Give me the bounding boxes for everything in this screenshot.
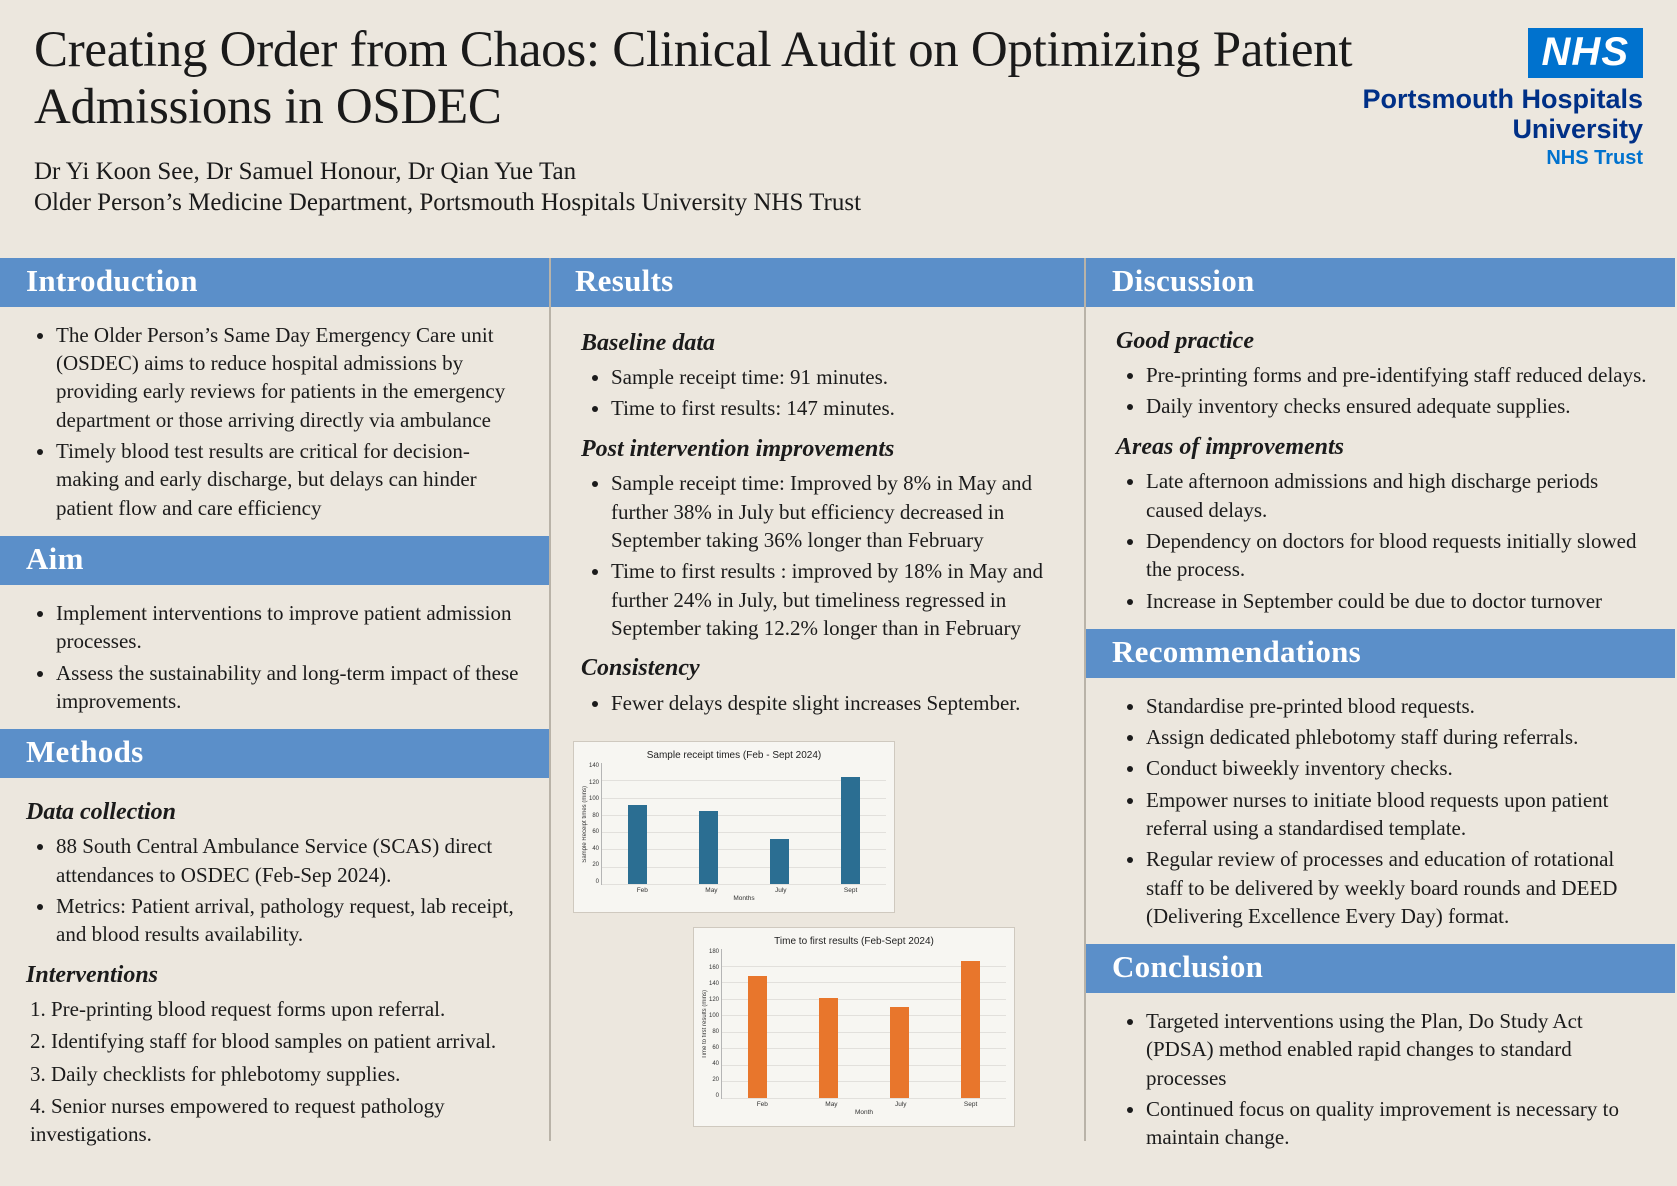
subheading-areas-of-improvements: Areas of improvements <box>1116 433 1344 460</box>
author-list: Dr Yi Koon See, Dr Samuel Honour, Dr Qian Yue Tan <box>34 158 577 186</box>
list-item: • Continued focus on quality improvement is necessary to maintain change. <box>1146 1095 1651 1152</box>
chart-bar <box>628 805 647 884</box>
list-item: • Increase in September could be due to doctor turnover <box>1146 587 1651 615</box>
affiliation: Older Person’s Medicine Department, Portsmouth Hospitals University NHS Trust <box>34 189 862 217</box>
list-item: Identifying staff for blood samples on patient arrival. <box>51 1029 497 1054</box>
list-item: • Dependency on doctors for blood requests initially slowed the process. <box>1146 527 1651 584</box>
methods-data-collection-list <box>26 832 523 948</box>
list-item: • The Older Person’s Same Day Emergency Care unit (OSDEC) aims to reduce hospital admissions by providing early reviews for patients in the emergency department or those arriving directly via ambulance <box>56 321 523 434</box>
section-heading-methods: Methods <box>0 729 549 778</box>
chart-bar <box>819 998 838 1098</box>
chart-bars <box>601 763 886 885</box>
list-item: • Metrics: Patient arrival, pathology request, lab receipt, and blood results availability. <box>56 892 523 949</box>
chart-x-axis-label: Months <box>733 894 755 902</box>
section-conclusion <box>1086 993 1675 1166</box>
y-tick: 100 <box>709 1012 720 1019</box>
y-tick: 140 <box>709 980 720 987</box>
y-tick: 80 <box>592 812 600 819</box>
introduction-list <box>26 321 523 522</box>
chart-y-axis-label: Sample Receipt times (mins) <box>582 785 588 863</box>
column-right <box>1086 258 1675 1166</box>
section-heading-introduction: Introduction <box>0 258 549 307</box>
column-middle <box>549 258 1086 1141</box>
list-item: • Assign dedicated phlebotomy staff during referrals. <box>1146 723 1651 751</box>
list-item: • 88 South Central Ambulance Service (SCAS) direct attendances to OSDEC (Feb-Sep 2024). <box>56 832 523 889</box>
chart-x-labels <box>582 887 886 894</box>
chart-bar <box>699 811 718 884</box>
list-item: • Assess the sustainability and long-term impact of these improvements. <box>56 659 523 716</box>
chart-y-axis-label: Time to first results (mins) <box>702 989 708 1059</box>
list-item: • Empower nurses to initiate blood requests upon patient referral using a standardised template. <box>1146 786 1651 843</box>
poster-header <box>0 0 1677 258</box>
poster-columns <box>0 258 1677 1186</box>
subheading-baseline-data: Baseline data <box>581 329 716 356</box>
recommendations-list <box>1116 692 1651 931</box>
nhs-logo <box>1313 28 1643 170</box>
list-item: Pre-printing blood request forms upon referral. <box>51 997 446 1022</box>
y-tick: 180 <box>709 948 720 955</box>
subheading-good-practice: Good practice <box>1116 327 1254 354</box>
chart-x-axis-label: Month <box>854 1108 874 1116</box>
list-item: • Standardise pre-printed blood requests. <box>1146 692 1651 720</box>
chart-gridline <box>602 884 886 885</box>
section-discussion <box>1086 307 1675 629</box>
y-tick: 20 <box>592 862 600 869</box>
chart-time-to-first-results <box>693 927 1015 1127</box>
list-item: • Time to first results: 147 minutes. <box>611 394 1062 422</box>
aim-list <box>26 599 523 715</box>
x-tick: May <box>825 1100 838 1108</box>
results-post-list <box>581 469 1062 642</box>
subheading-interventions: Interventions <box>26 961 159 988</box>
list-item: • Daily inventory checks ensured adequate supplies. <box>1146 392 1651 420</box>
results-baseline-list <box>581 363 1062 423</box>
section-heading-conclusion: Conclusion <box>1086 944 1675 993</box>
subheading-post-intervention: Post intervention improvements <box>581 435 895 462</box>
chart-title: Time to first results (Feb-Sept 2024) <box>774 935 934 947</box>
list-item: • Sample receipt time: 91 minutes. <box>611 363 1062 391</box>
x-tick: Sept <box>963 1100 978 1108</box>
section-heading-results: Results <box>551 258 1084 307</box>
y-tick: 60 <box>592 829 600 836</box>
y-tick: 20 <box>712 1076 720 1083</box>
x-tick: July <box>774 886 787 894</box>
discussion-areas-list <box>1116 467 1651 615</box>
y-tick: 60 <box>712 1044 720 1051</box>
page-title: Creating Order from Chaos: Clinical Audit on Optimizing Patient Admissions in OSDEC <box>34 22 1353 136</box>
y-tick: 120 <box>709 996 720 1003</box>
list-item: • Timely blood test results are critical for decision-making and early discharge, but delays can hinder patient flow and care efficiency <box>56 437 523 522</box>
list-item: • Targeted interventions using the Plan, Do Study Act (PDSA) method enabled rapid changes to standard processes <box>1146 1007 1651 1092</box>
section-methods <box>0 778 549 1163</box>
nhs-wordmark: NHS <box>1528 28 1643 78</box>
chart-bar <box>770 839 789 884</box>
chart-bars <box>721 949 1006 1099</box>
results-consistency-list <box>581 689 1062 717</box>
section-results <box>551 307 1084 731</box>
y-tick: 0 <box>715 1092 720 1099</box>
y-tick: 40 <box>592 845 600 852</box>
list-item: • Late afternoon admissions and high discharge periods caused delays. <box>1146 467 1651 524</box>
list-item: • Conduct biweekly inventory checks. <box>1146 754 1651 782</box>
chart-gridline <box>722 1098 1006 1099</box>
section-introduction <box>0 307 549 536</box>
y-tick: 160 <box>709 964 720 971</box>
list-item: Senior nurses empowered to request pathology investigations. <box>30 1094 445 1147</box>
list-item: • Time to first results : improved by 18% in May and further 24% in July, but timeliness regressed in September taking 12.2% longer than in February <box>611 557 1062 642</box>
section-heading-discussion: Discussion <box>1086 258 1675 307</box>
list-item: • Pre-printing forms and pre-identifying staff reduced delays. <box>1146 361 1651 389</box>
section-aim <box>0 585 549 729</box>
y-tick: 40 <box>712 1060 720 1067</box>
y-tick: 100 <box>589 796 600 803</box>
chart-bar <box>961 961 980 1098</box>
x-tick: May <box>705 886 718 894</box>
list-item: • Sample receipt time: Improved by 8% in May and further 38% in July but efficiency decreased in September taking 36% longer than February <box>611 469 1062 554</box>
list-item: • Fewer delays despite slight increases September. <box>611 689 1062 717</box>
y-tick: 140 <box>589 762 600 769</box>
chart-bar <box>841 777 860 884</box>
chart-y-ticks <box>709 949 721 1099</box>
x-tick: July <box>894 1100 907 1108</box>
section-heading-recommendations: Recommendations <box>1086 629 1675 678</box>
chart-plot-area <box>582 763 886 885</box>
x-tick: Sept <box>843 886 858 894</box>
y-tick: 120 <box>589 779 600 786</box>
x-tick: Feb <box>636 886 648 894</box>
methods-interventions-list <box>26 995 523 1149</box>
chart-bar <box>748 976 767 1098</box>
discussion-good-practice-list <box>1116 361 1651 421</box>
chart-y-ticks <box>589 763 601 885</box>
section-heading-aim: Aim <box>0 536 549 585</box>
subheading-data-collection: Data collection <box>26 798 176 825</box>
chart-title: Sample receipt times (Feb - Sept 2024) <box>646 749 822 761</box>
chart-sample-receipt-times <box>573 741 895 913</box>
trust-subtitle: NHS Trust <box>1546 147 1643 170</box>
chart-bar <box>890 1007 909 1098</box>
y-tick: 0 <box>595 878 600 885</box>
column-left <box>0 258 549 1163</box>
chart-x-labels <box>702 1101 1006 1108</box>
x-tick: Feb <box>756 1100 768 1108</box>
list-item: • Implement interventions to improve patient admission processes. <box>56 599 523 656</box>
conclusion-list <box>1116 1007 1651 1152</box>
subheading-consistency: Consistency <box>581 655 700 682</box>
list-item: Daily checklists for phlebotomy supplies. <box>51 1061 401 1086</box>
section-recommendations <box>1086 678 1675 945</box>
y-tick: 80 <box>712 1028 720 1035</box>
chart-plot-area <box>702 949 1006 1099</box>
list-item: • Regular review of processes and education of rotational staff to be delivered by weekly board rounds and DEED (Delivering Excellence Every Day) format. <box>1146 845 1651 930</box>
trust-name: Portsmouth Hospitals University <box>1362 84 1643 145</box>
